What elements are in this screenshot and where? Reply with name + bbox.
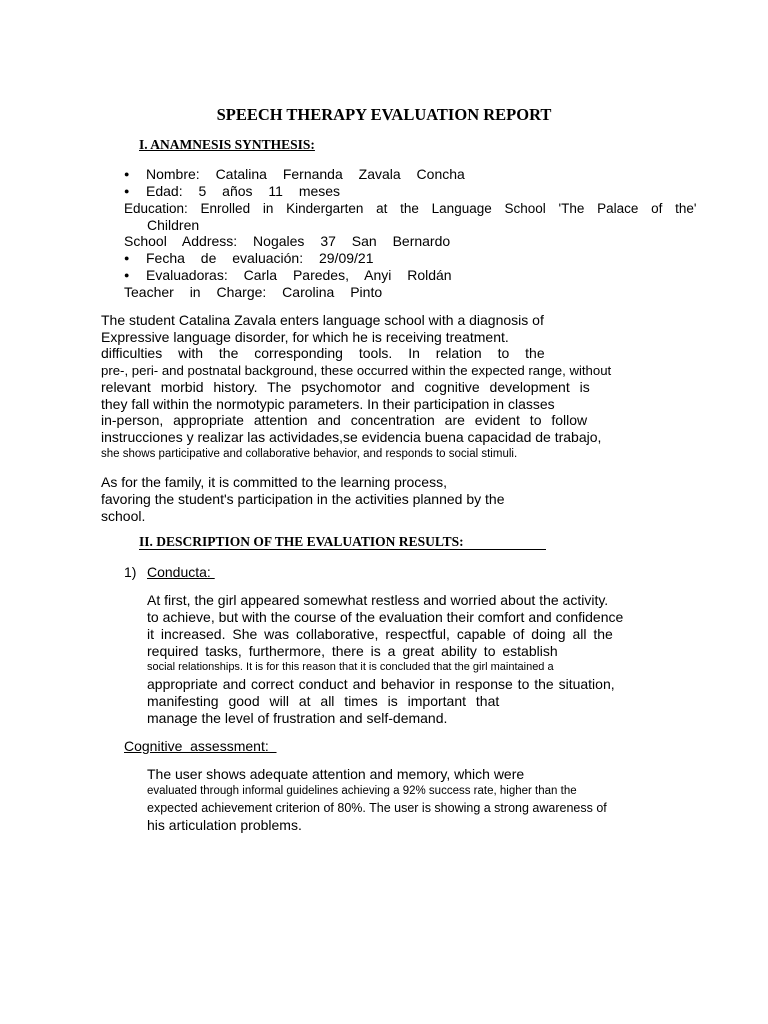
paragraph-line: pre-, peri- and postnatal background, these occurred within the expected range, without xyxy=(101,363,612,378)
list-item-teacher: Teacher in Charge: Carolina Pinto xyxy=(124,284,383,300)
paragraph-line: social relationships. It is for this reason that it is concluded that the girl maintained a xyxy=(147,661,554,673)
paragraph-line: it increased. She was collaborative, respectful, capable of doing all the xyxy=(147,626,613,642)
item-number: 1) xyxy=(124,564,137,580)
conduct-label: Conducta: xyxy=(147,564,215,580)
paragraph-line: The student Catalina Zavala enters language school with a diagnosis of xyxy=(101,312,544,328)
paragraph-line: Expressive language disorder, for which he is receiving treatment. xyxy=(101,329,509,345)
list-item-education-cont: Children xyxy=(147,217,200,233)
paragraph-line: favoring the student's participation in the activities planned by the xyxy=(101,491,505,507)
paragraph-line: manage the level of frustration and self-demand. xyxy=(147,710,448,726)
list-item-evaluators: ● Evaluadoras: Carla Paredes, Anyi Roldán xyxy=(124,267,452,284)
paragraph-line: evaluated through informal guidelines achieving a 92% success rate, higher than the xyxy=(147,785,577,797)
paragraph-line: school. xyxy=(101,508,146,524)
section-anamnesis-heading: I. ANAMNESIS SYNTHESIS: xyxy=(139,137,315,152)
paragraph-line: in-person, appropriate attention and concentration are evident to follow xyxy=(101,412,588,428)
paragraph-line: required tasks, furthermore, there is a great ability to establish xyxy=(147,643,558,659)
list-item-eval-date: ● Fecha de evaluación: 29/09/21 xyxy=(124,250,373,267)
paragraph-line: to achieve, but with the course of the evaluation their comfort and confidence xyxy=(147,609,624,625)
paragraph-line: his articulation problems. xyxy=(147,817,302,833)
paragraph-line: As for the family, it is committed to the learning process, xyxy=(101,474,447,490)
report-title: SPEECH THERAPY EVALUATION REPORT xyxy=(216,105,552,124)
paragraph-line: appropriate and correct conduct and behavior in response to the situation, xyxy=(147,676,615,692)
paragraph-line: expected achievement criterion of 80%. The user is showing a strong awareness of xyxy=(147,801,607,815)
cognitive-label: Cognitive assessment: xyxy=(124,738,277,754)
list-item-address: School Address: Nogales 37 San Bernardo xyxy=(124,233,451,249)
paragraph-line: The user shows adequate attention and memory, which were xyxy=(147,766,525,782)
list-item-education: Education: Enrolled in Kindergarten at the Language School 'The Palace of the' xyxy=(124,201,697,216)
list-item-age: ● Edad: 5 años 11 meses xyxy=(124,183,340,200)
paragraph-line: instrucciones y realizar las actividades,se evidencia buena capacidad de trabajo, xyxy=(101,429,602,445)
paragraph-line: they fall within the normotypic parameters. In their participation in classes xyxy=(101,396,555,412)
paragraph-line: At first, the girl appeared somewhat restless and worried about the activity. xyxy=(147,592,609,608)
paragraph-line: difficulties with the corresponding tools. In relation to the xyxy=(101,345,545,361)
paragraph-line: relevant morbid history. The psychomotor and cognitive development is xyxy=(101,379,590,395)
paragraph-line: she shows participative and collaborative behavior, and responds to social stimuli. xyxy=(101,448,518,460)
section-results-heading: II. DESCRIPTION OF THE EVALUATION RESULTS: xyxy=(139,535,546,550)
paragraph-line: manifesting good will at all times is important that xyxy=(147,693,500,709)
list-item-name: ● Nombre: Catalina Fernanda Zavala Concha xyxy=(124,166,465,183)
